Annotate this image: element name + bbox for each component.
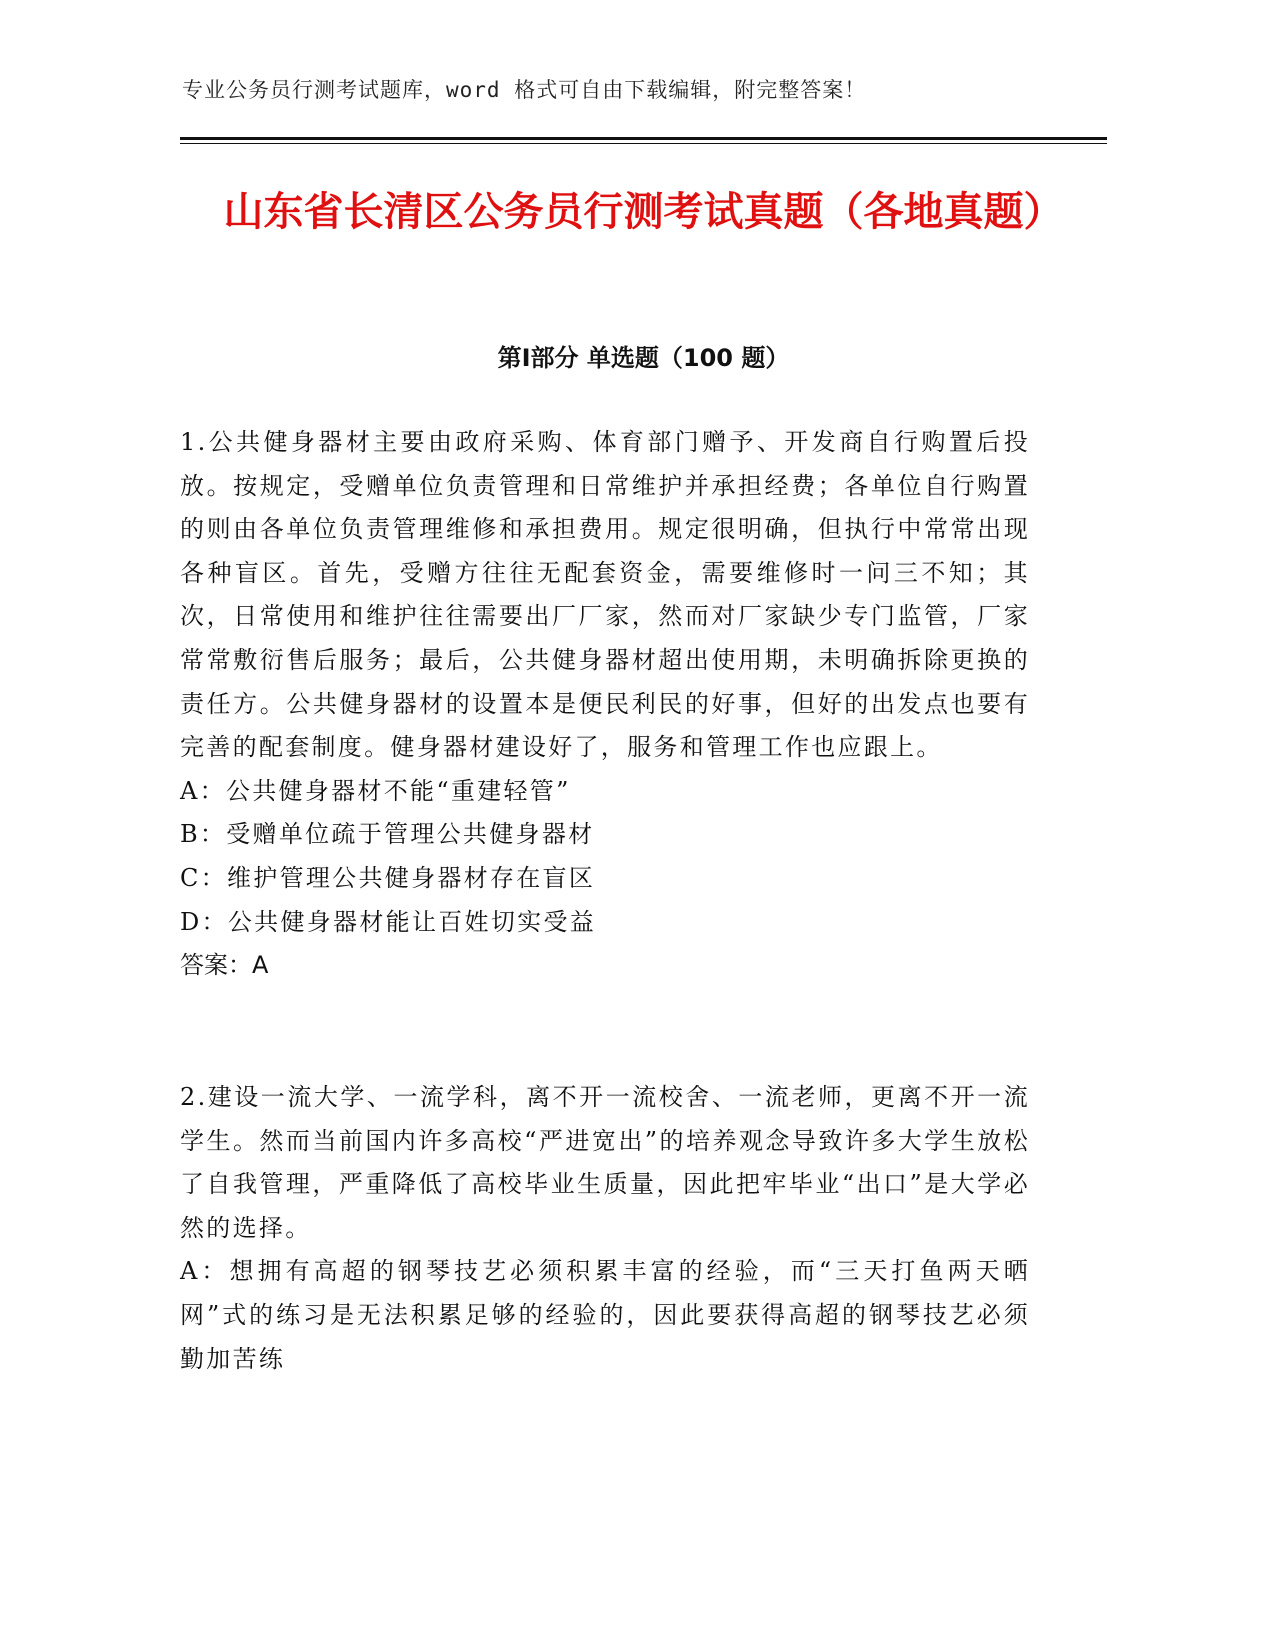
question-stem: 1.公共健身器材主要由政府采购、体育部门赠予、开发商自行购置后投放。按规定，受赠单位负责管理和日常维护并承担经费；各单位自行购置的则由各单位负责管理维修和承担费用。规定很明确，但执行中常常出现各种盲区。首先，受赠方往往无配套资金，需要维修时一问三不知；其次，日常使用和维护往往需要出厂厂家，然而对厂家缺少专门监管，厂家常常敷衍售后服务；最后，公共健身器材超出使用期，未明确拆除更换的责任方。公共健身器材的设置本是便民利民的好事，但好的出发点也要有完善的配套制度。健身器材建设好了，服务和管理工作也应跟上。 — [180, 428, 1030, 762]
header-rule-thick — [180, 137, 1107, 140]
section-title: 第Ⅰ部分 单选题（100 题） — [497, 344, 790, 372]
header-rule-thin — [180, 143, 1107, 144]
option-d: D：公共健身器材能让百姓切实受益 — [180, 907, 597, 936]
document-title: 山东省长清区公务员行测考试真题（各地真题） — [223, 189, 1064, 235]
question-2 — [180, 1076, 1030, 1381]
header-note: 专业公务员行测考试题库，word 格式可自由下载编辑，附完整答案！ — [182, 78, 867, 102]
question-1 — [180, 421, 1030, 988]
option-b: B：受赠单位疏于管理公共健身器材 — [180, 820, 595, 849]
option-a: A：公共健身器材不能“重建轻管” — [180, 776, 571, 805]
option-a: A：想拥有高超的钢琴技艺必须积累丰富的经验，而“三天打鱼两天晒网”式的练习是无法积累足够的经验的，因此要获得高超的钢琴技艺必须勤加苦练 — [180, 1257, 1030, 1373]
question-stem: 2.建设一流大学、一流学科，离不开一流校舍、一流老师，更离不开一流学生。然而当前国内许多高校“严进宽出”的培养观念导致许多大学生放松了自我管理，严重降低了高校毕业生质量，因此把牢毕业“出口”是大学必然的选择。 — [180, 1083, 1030, 1242]
option-c: C：维护管理公共健身器材存在盲区 — [180, 863, 596, 892]
answer: 答案：A — [180, 951, 269, 980]
